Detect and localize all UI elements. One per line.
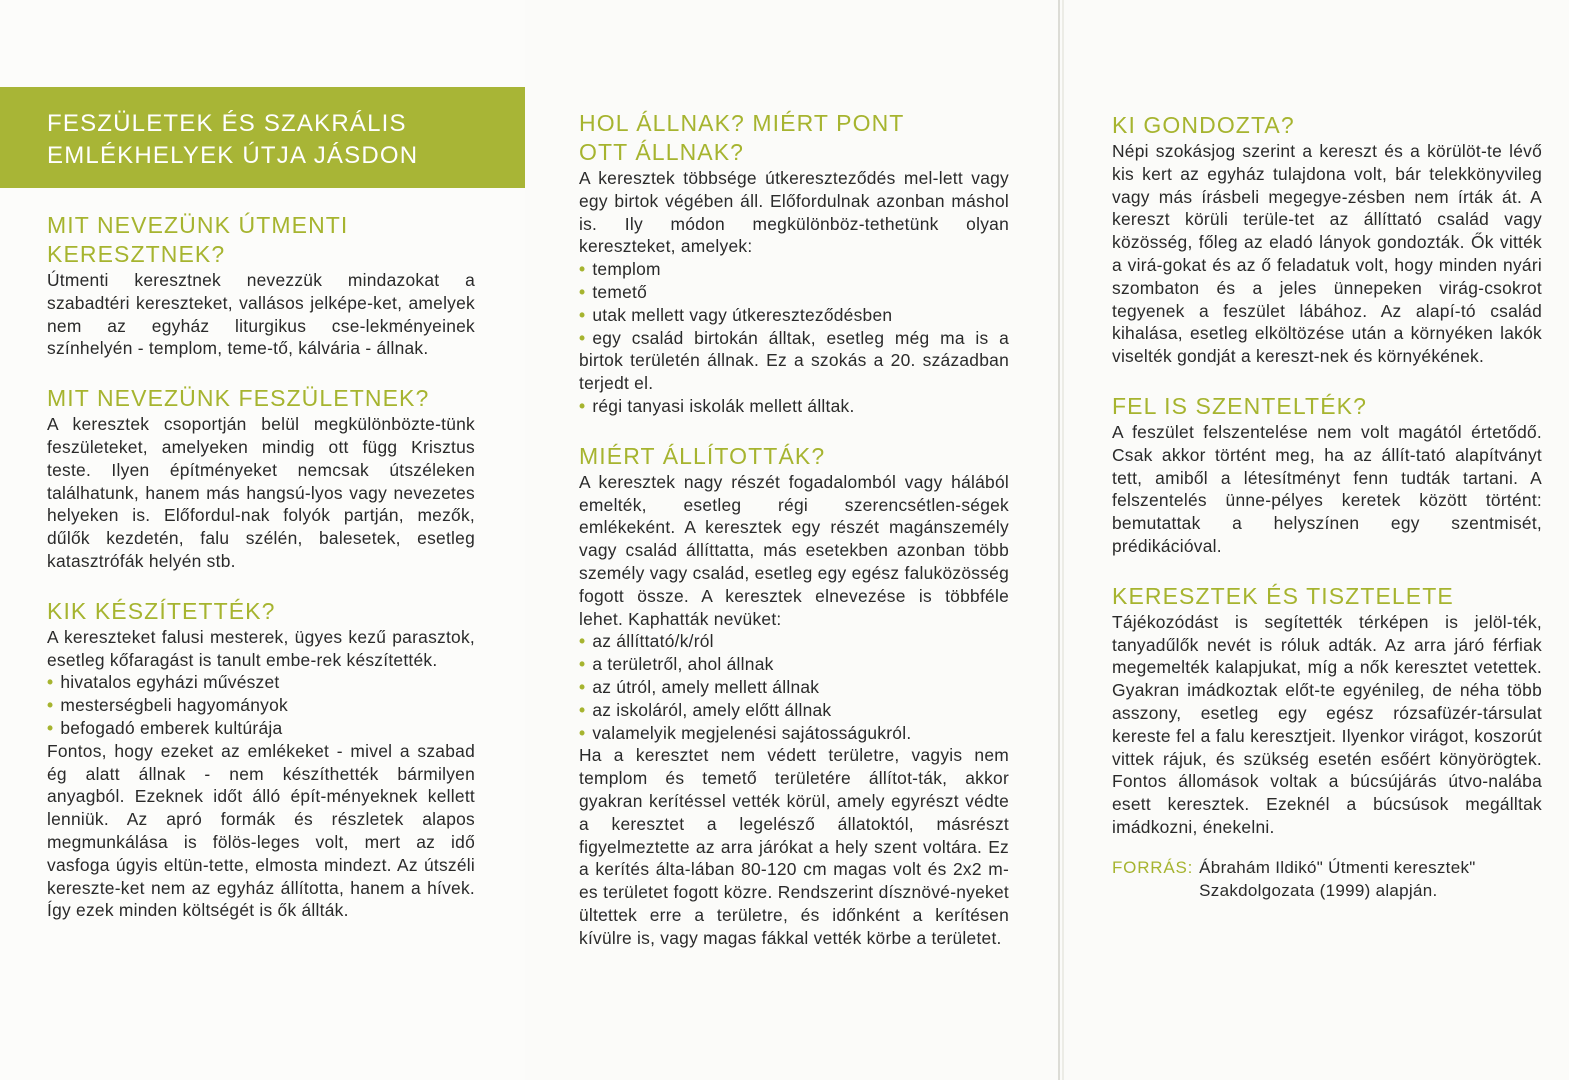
list-item: • valamelyik megjelenési sajátosságukról.: [579, 722, 912, 743]
section-ki-gondozta: [1112, 111, 1542, 368]
bullet-dot-icon: •: [579, 654, 586, 675]
bullet-dot-icon: •: [47, 672, 54, 693]
heading-line-1: HOL ÁLLNAK? MIÉRT PONT: [579, 110, 905, 136]
title-banner: [0, 87, 525, 188]
section-heading: [579, 109, 1009, 167]
fold-line-shadow: [1062, 0, 1064, 1080]
section-miert-allitottak: [579, 442, 1009, 950]
list-item: • a területről, ahol állnak: [579, 654, 774, 675]
section-heading: KI GONDOZTA?: [1112, 112, 1295, 138]
section-intro: A kereszteket falusi mesterek, ügyes kezű parasztok, esetleg kőfaragást is tanult embe-rek készítették.: [47, 626, 475, 670]
section-heading: KERESZTEK ÉS TISZTELETE: [1112, 582, 1454, 609]
section-heading: MIT NEVEZÜNK FESZÜLETNEK?: [47, 385, 430, 412]
list-item: • régi tanyasi iskolák mellett álltak.: [579, 395, 855, 416]
section-feszulet: [47, 384, 475, 573]
section-text: A keresztek csoportján belül megkülönbözte-tünk feszületeket, amelyeken mindig ott függ Krisztus teste. Ilyen építményeket nemcsak útszéleken találhatunk, hanem más hangsú-lyos vagy nevezetes helyeken is. Előfordul-nak folyók partján, mezők, dűlők kezdetén, falu szélén, balesetek, esetleg katasztrófák helyén stb.: [47, 414, 475, 571]
bullet-dot-icon: •: [579, 676, 586, 697]
bullet-dot-icon: •: [579, 631, 586, 652]
bullet-dot-icon: •: [579, 281, 586, 302]
section-intro: A keresztek többsége útkereszteződés mel-lett vagy egy birtok végében áll. Előfordulnak azonban máshol is. Ily módon megkülönböz-tethetünk olyan kereszteket, amelyek:: [579, 168, 1009, 257]
fold-line: [1058, 0, 1060, 1080]
list-item: • utak mellett vagy útkereszteződésben: [579, 304, 893, 325]
bullet-list: [47, 671, 475, 739]
section-text: Népi szokásjog szerint a kereszt és a körülöt-te lévő kis kert az egyház tulajdona volt, bár telekkönyvileg vagy más írásbeli megegye-zésben nem írták át. A kereszt körüli terüle-tet az állíttató család vagy közösség, főleg az eladó lányok gondozták. Ők vitték a virá-gokat és az ő feladatuk volt, hogy minden nyári szombaton és a jeles ünnepeken virág-csokrot tegyenek a feszület lábához. Az alapí-tó család kihalása, esetleg elköltözése után a környéken lakók viselték gondját a kereszt-nek és környékének.: [1112, 141, 1542, 367]
section-text: A feszület felszentelése nem volt magától értetődő. Csak akkor történt meg, ha az állít-tató alapítványt tett, amiből a létesítményt fenn tudták tartani. A felszentelés ünne-pélyes keretek között történt: bemutattak a helyszínen egy szentmisét, prédikációval.: [1112, 421, 1542, 556]
heading-line-2: OTT ÁLLNAK?: [579, 139, 745, 165]
bullet-dot-icon: •: [579, 327, 586, 348]
section-fel-is-szenteltek: [1112, 392, 1542, 558]
source-line-1: Ábrahám Ildikó" Útmenti keresztek": [1199, 857, 1476, 877]
heading-line-1: MIT NEVEZÜNK ÚTMENTI: [47, 212, 349, 238]
bullet-dot-icon: •: [579, 259, 586, 280]
list-item: • mesterségbeli hagyományok: [47, 695, 288, 716]
column-middle: [579, 109, 1009, 950]
section-heading: KIK KÉSZÍTETTÉK?: [47, 597, 276, 624]
section-heading: [47, 211, 475, 269]
section-text: Fontos, hogy ezeket az emlékeket - mivel a szabad ég alatt állnak - nem készíthették bármilyen anyagból. Ezeknek időt álló épít-ményeknek kellett lenniük. Az apró formák és részletek alapos megmunkálása is fölös-leges volt, mert az idő vasfoga úgyis eltün-tette, elmosta mindezt. Az útszéli kereszte-ket nem az egyház állította, hanem a hívek. Így ezek minden költségét is ők állták.: [47, 740, 475, 921]
heading-line-2: KERESZTNEK?: [47, 241, 226, 267]
section-hol-allnak: [579, 109, 1009, 418]
list-item: • befogadó emberek kultúrája: [47, 717, 283, 738]
title-line-2: EMLÉKHELYEK ÚTJA JÁSDON: [47, 142, 419, 169]
list-item: • az iskoláról, amely előtt állnak: [579, 699, 832, 720]
source-line-2: Szakdolgozata (1999) alapján.: [1199, 880, 1438, 900]
source-label: FORRÁS:: [1112, 857, 1194, 877]
section-heading: MIÉRT ÁLLÍTOTTÁK?: [579, 442, 826, 469]
section-kik-keszitettek: [47, 597, 475, 922]
bullet-dot-icon: •: [579, 722, 586, 743]
source-note: [1112, 857, 1542, 903]
section-text: Tájékozódást is segítették térképen is jelöl-ték, tanyadűlők nevét is róluk adták. Az arra járó férfiak megemelték kalapjukat, míg a nők keresztet vetettek. Gyakran imádkoztak előt-te egyénileg, de néha több asszony, esetleg egy egész rózsafüzér-társulat kereste fel a falu keresztjeit. Ilyenkor virágot, koszorút vittek rájuk, és szükség esetén esőért könyörögtek. Fontos állomások voltak a búcsújárás útvo-nalába esett keresztek. Ezeknél a búcsúsok megálltak imádkozni, énekelni.: [1112, 611, 1542, 837]
section-heading: FEL IS SZENTELTÉK?: [1112, 392, 1367, 419]
section-text: Útmenti keresztnek nevezzük mindazokat a szabadtéri kereszteket, vallásos jelképe-ket, amelyek nem az egyház liturgikus cse-lekményeinek színhelyén - templom, teme-tő, kálvária - állnak.: [47, 270, 475, 359]
source-citation: [1193, 857, 1475, 903]
column-right: [1112, 111, 1542, 902]
list-item: • az útról, amely mellett állnak: [579, 676, 820, 697]
section-keresztek-tisztelete: [1112, 582, 1542, 839]
list-item: • temető: [579, 281, 648, 302]
bullet-list: [579, 630, 1009, 744]
list-item: • egy család birtokán álltak, esetleg még ma is a birtok területén állnak. Ez a szokás a 20. században terjedt el.: [579, 327, 1009, 394]
list-item: • hivatalos egyházi művészet: [47, 672, 280, 693]
bullet-list: [579, 258, 1009, 418]
section-text: Ha a keresztet nem védett területre, vagyis nem templom és temető területére állítot-ták, akkor gyakran kerítéssel vették körül, amely egyrészt védte a keresztet a legelésző állatoktól, másrészt figyelmeztette az arra járókat a hely szent voltára. Ez a kerítés álta-lában 80-120 cm magas volt és 2x2 m-es területet fogott közre. Rendszerint dísznövé-nyeket ültettek erre a területre, és időnként a kerítésen kívülre is, vagy magas fákkal vették körbe a területet.: [579, 745, 1009, 948]
column-left: [47, 211, 475, 922]
section-utmenti-kereszt: [47, 211, 475, 360]
list-item: • az állíttató/k/ról: [579, 631, 714, 652]
bullet-dot-icon: •: [579, 395, 586, 416]
section-intro: A keresztek nagy részét fogadalomból vagy hálából emelték, esetleg régi szerencsétlen-ségek emlékeként. A keresztek egy részét magánszemély vagy család állíttatta, más esetekben azonban több személy vagy család, esetleg egy egész faluközösség fogott össze. A keresztek elnevezése is többféle lehet. Kaphatták nevüket:: [579, 471, 1009, 629]
title-line-1: FESZÜLETEK ÉS SZAKRÁLIS: [47, 110, 407, 137]
bullet-dot-icon: •: [579, 699, 586, 720]
bullet-dot-icon: •: [47, 717, 54, 738]
bullet-dot-icon: •: [579, 304, 586, 325]
bullet-dot-icon: •: [47, 695, 54, 716]
list-item: • templom: [579, 259, 661, 280]
